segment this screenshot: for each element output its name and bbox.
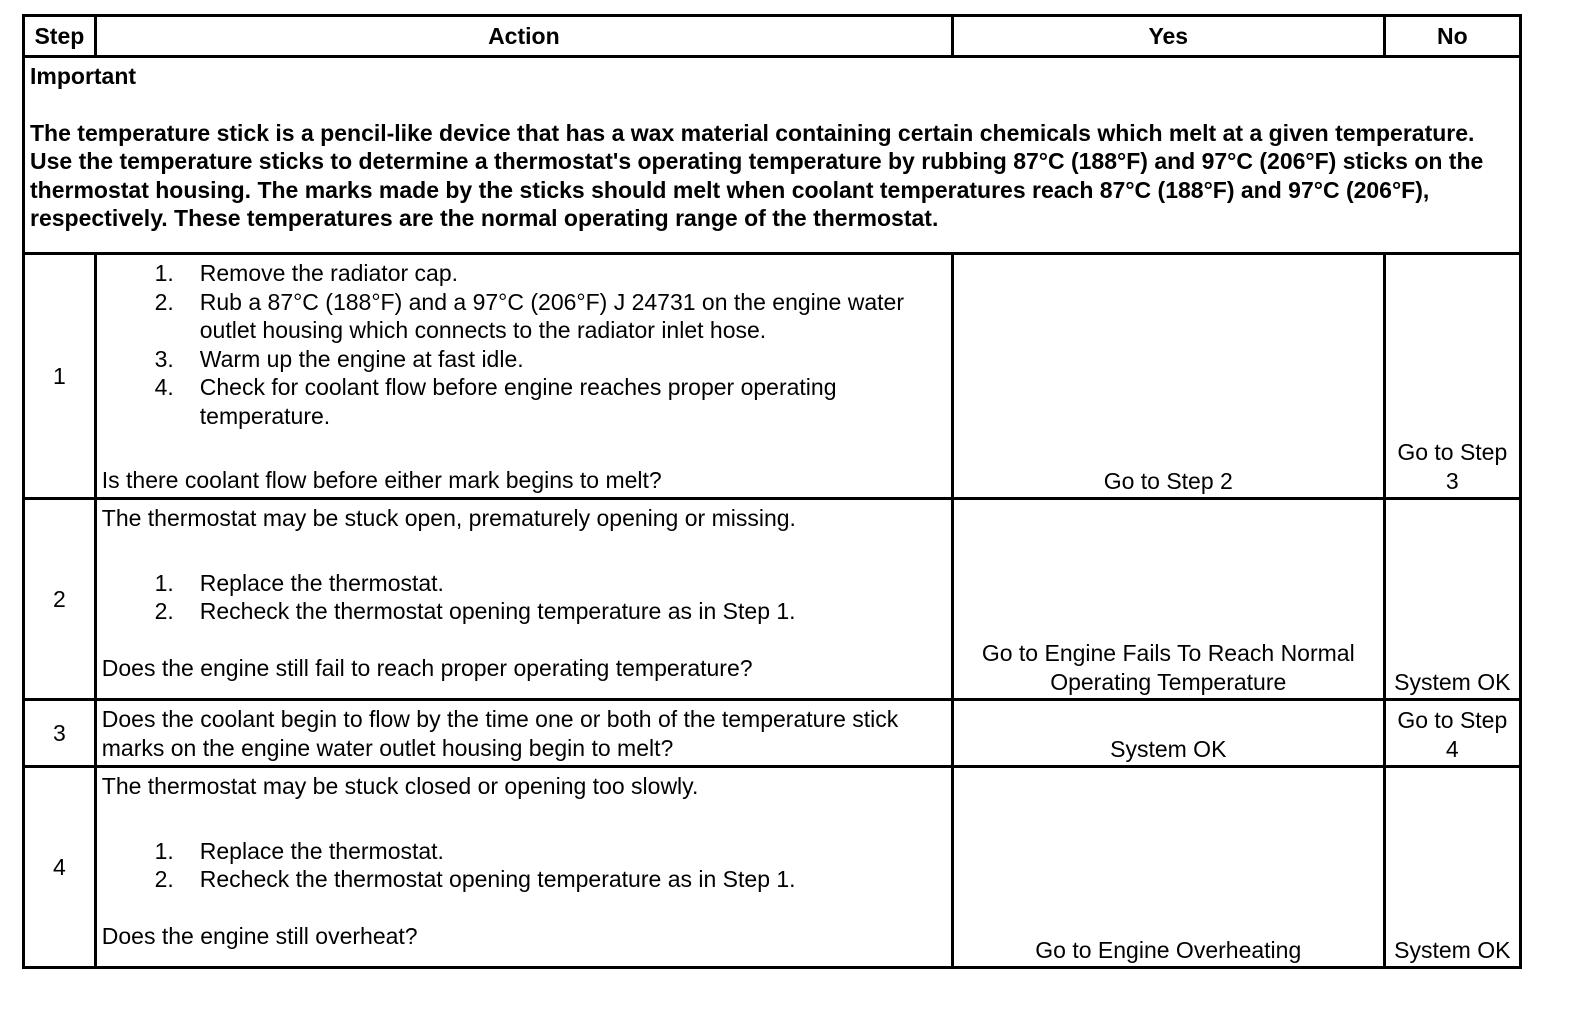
step-question: Does the engine still fail to reach proper operating temperature? [101,654,753,681]
list-item [102,865,946,894]
step-intro: The thermostat may be stuck open, prematurely opening or missing. [101,505,796,531]
header-yes: Yes [952,16,1384,57]
step-intro: The thermostat may be stuck closed or opening too slowly. [101,773,699,799]
important-title: Important [30,63,137,89]
header-action: Action [95,16,952,57]
list-item-number: 4. [154,374,174,400]
diagnostic-table-document [22,14,1522,969]
important-note [24,57,1521,254]
list-item-number: 2. [154,288,174,315]
step-no-result: System OK [1384,499,1520,700]
list-item-text: Rub a 87°C (188°F) and a 97°C (206°F) J 24731 on the engine water outlet housing which connects to the radiator inlet hose. [199,288,904,343]
step-instruction-list [102,837,946,894]
step-number: 4 [24,767,96,968]
important-text: The temperature stick is a pencil-like device that has a wax material containing certain chemicals which melt at a given temperature. Use the temperature sticks to determine a thermostat's operating temperature by rubbing 87°C (188°F) and 97°C (206°F) sticks on the thermostat housing. The marks made by the sticks should melt when coolant temperatures reach 87°C (188°F) and 97°C (206°F), respectively. These temperatures are the normal operating range of the thermostat. [30,119,1484,231]
list-item-number: 2. [154,866,174,892]
step-number: 1 [24,254,96,499]
step-no-result: Go to Step 4 [1384,700,1520,767]
step-question: Does the engine still overheat? [101,922,418,949]
table-row [24,499,1521,700]
step-yes-result: Go to Engine Fails To Reach Normal Operating Temperature [952,499,1384,700]
list-item-number: 3. [154,345,174,372]
list-item-text: Check for coolant flow before engine reaches proper operating temperature. [199,374,837,429]
list-item [102,837,946,866]
step-instruction-list [102,569,946,626]
step-yes-result: System OK [952,700,1384,767]
list-item-number: 1. [154,260,174,286]
table-header-row [24,16,1521,57]
table-row [24,767,1521,968]
step-no-result: System OK [1384,767,1520,968]
step-yes-result: Go to Engine Overheating [952,767,1384,968]
table-row [24,700,1521,767]
list-item-text: Recheck the thermostat opening temperature as in Step 1. [199,598,796,624]
list-item [102,259,946,288]
step-action [95,499,952,700]
step-instruction-list [102,259,946,430]
list-item-text: Replace the thermostat. [199,837,444,864]
step-number: 2 [24,499,96,700]
list-item [102,597,946,626]
list-item-text: Recheck the thermostat opening temperature as in Step 1. [199,866,796,892]
list-item-text: Warm up the engine at fast idle. [199,345,524,372]
list-item [102,288,946,345]
step-number: 3 [24,700,96,767]
header-step: Step [24,16,96,57]
step-yes-result: Go to Step 2 [952,254,1384,499]
step-question: Is there coolant flow before either mark begins to melt? [101,467,662,493]
list-item-number: 1. [154,837,174,864]
list-item-number: 1. [154,569,174,596]
list-item [102,373,946,430]
important-row [24,57,1521,254]
step-action [95,254,952,499]
list-item [102,345,946,374]
step-no-result: Go to Step 3 [1384,254,1520,499]
table-row [24,254,1521,499]
list-item-text: Remove the radiator cap. [199,260,459,286]
header-no: No [1384,16,1520,57]
list-item [102,569,946,598]
step-question: Does the coolant begin to flow by the time one or both of the temperature stick marks on the engine water outlet housing begin to melt? [101,706,899,761]
list-item-number: 2. [154,598,174,624]
diagnostic-table [22,14,1522,969]
step-action [95,767,952,968]
list-item-text: Replace the thermostat. [199,569,444,596]
step-action [95,700,952,767]
